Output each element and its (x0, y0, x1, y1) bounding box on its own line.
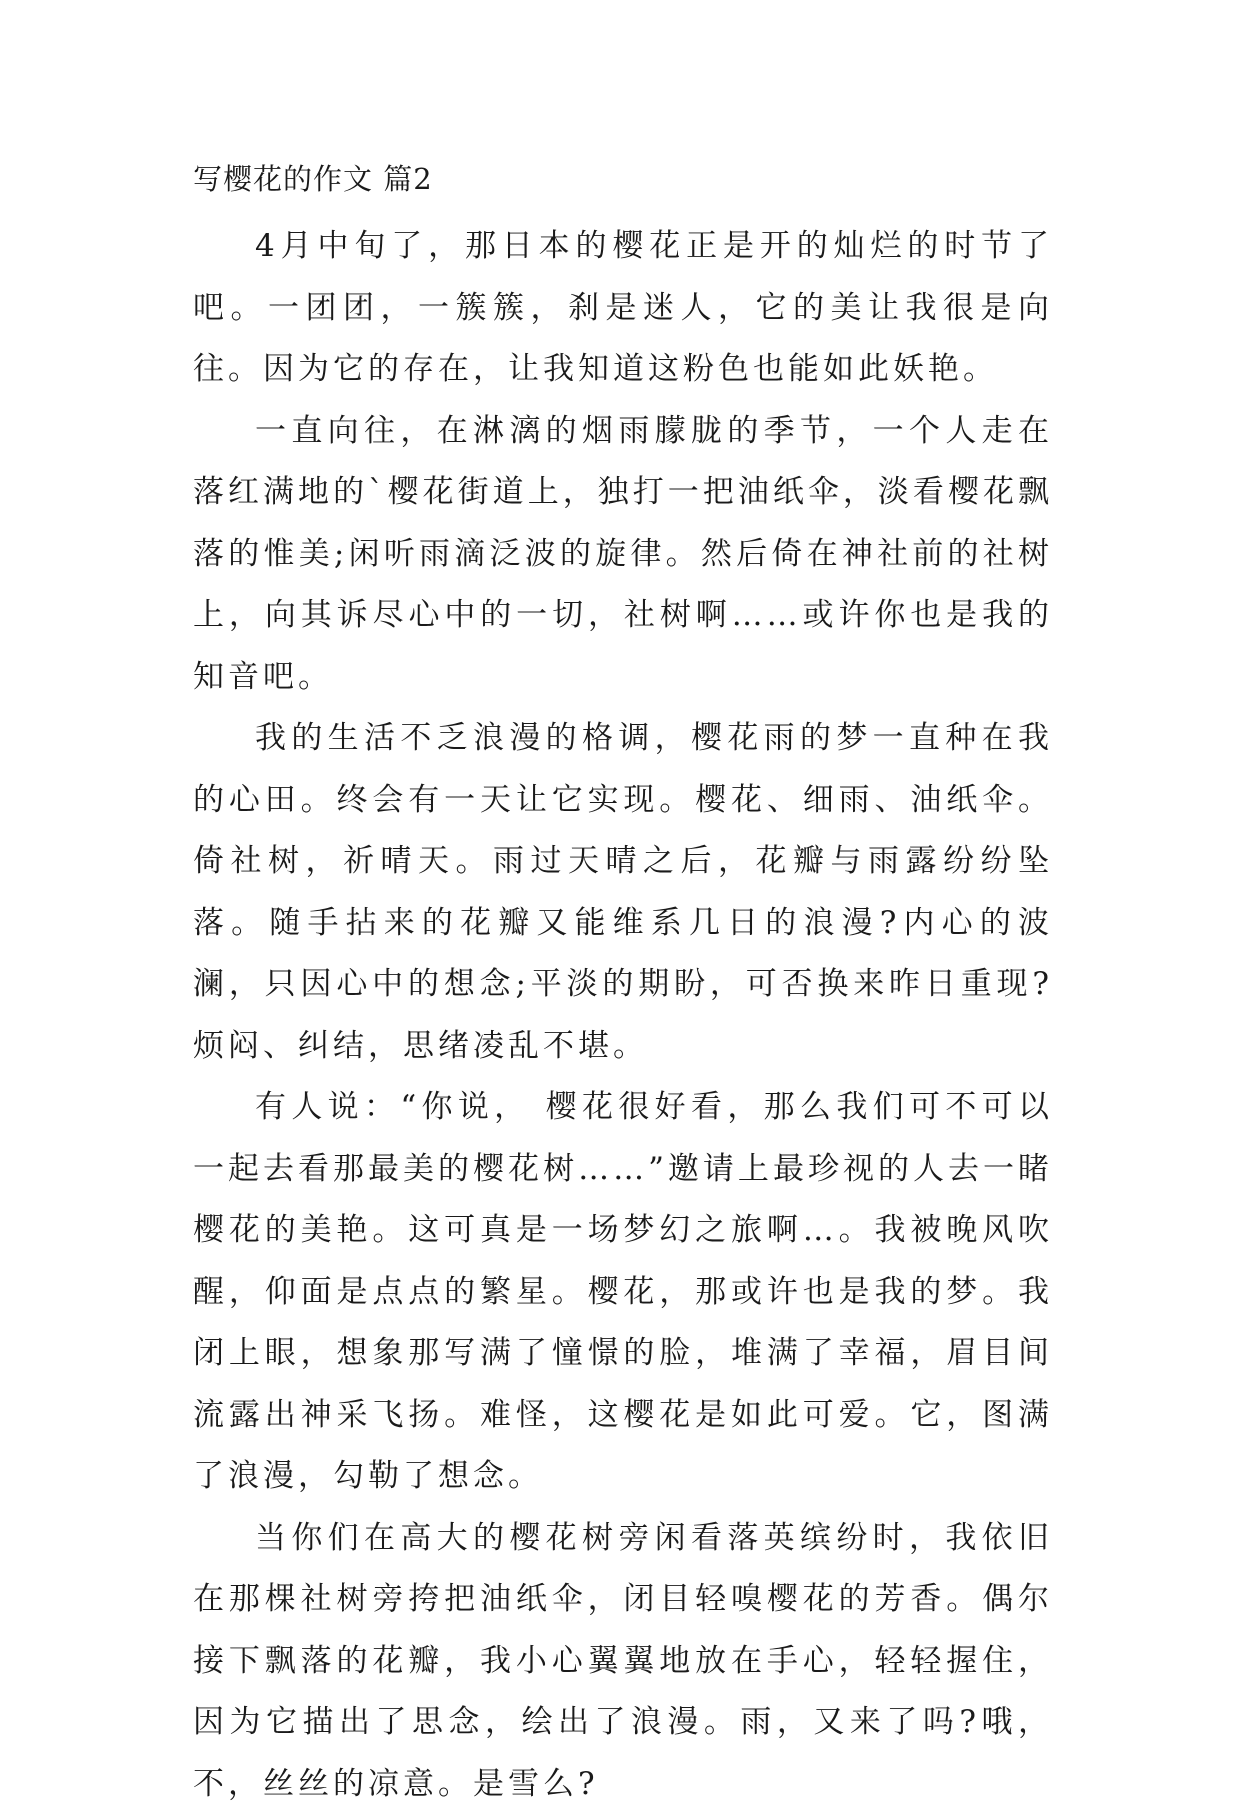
paragraph-5: 当你们在高大的樱花树旁闲看落英缤纷时，我依旧在那棵社树旁挎把油纸伞，闭目轻嗅樱花的芳香。偶尔接下飘落的花瓣，我小心翼翼地放在手心，轻轻握住，因为它描出了思念，绘出了浪漫。雨，又来了吗?哦，不，丝丝的凉意。是雪么? (193, 1508, 1053, 1815)
paragraph-4: 有人说：“你说， 樱花很好看，那么我们可不可以一起去看那最美的樱花树……”邀请上最珍视的人去一睹樱花的美艳。这可真是一场梦幻之旅啊…。我被晚风吹醒，仰面是点点的繁星。樱花，那或许也是我的梦。我闭上眼，想象那写满了憧憬的脸，堆满了幸福，眉目间流露出神采飞扬。难怪，这樱花是如此可爱。它，图满了浪漫，勾勒了想念。 (193, 1077, 1053, 1508)
paragraph-2: 一直向往，在淋漓的烟雨朦胧的季节，一个人走在落红满地的`樱花街道上，独打一把油纸伞，淡看樱花飘落的惟美;闲听雨滴泛波的旋律。然后倚在神社前的社树上，向其诉尽心中的一切，社树啊……或许你也是我的知音吧。 (193, 401, 1053, 709)
document-body (193, 160, 1053, 1815)
paragraph-3: 我的生活不乏浪漫的格调，樱花雨的梦一直种在我的心田。终会有一天让它实现。樱花、细雨、油纸伞。倚社树，祈晴天。雨过天晴之后，花瓣与雨露纷纷坠落。随手拈来的花瓣又能维系几日的浪漫?内心的波澜，只因心中的想念;平淡的期盼，可否换来昨日重现?烦闷、纠结，思绪凌乱不堪。 (193, 708, 1053, 1077)
document-title: 写樱花的作文 篇2 (193, 160, 1053, 198)
paragraph-1: 4月中旬了，那日本的樱花正是开的灿烂的时节了吧。一团团，一簇簇，刹是迷人，它的美让我很是向往。因为它的存在，让我知道这粉色也能如此妖艳。 (193, 216, 1053, 401)
